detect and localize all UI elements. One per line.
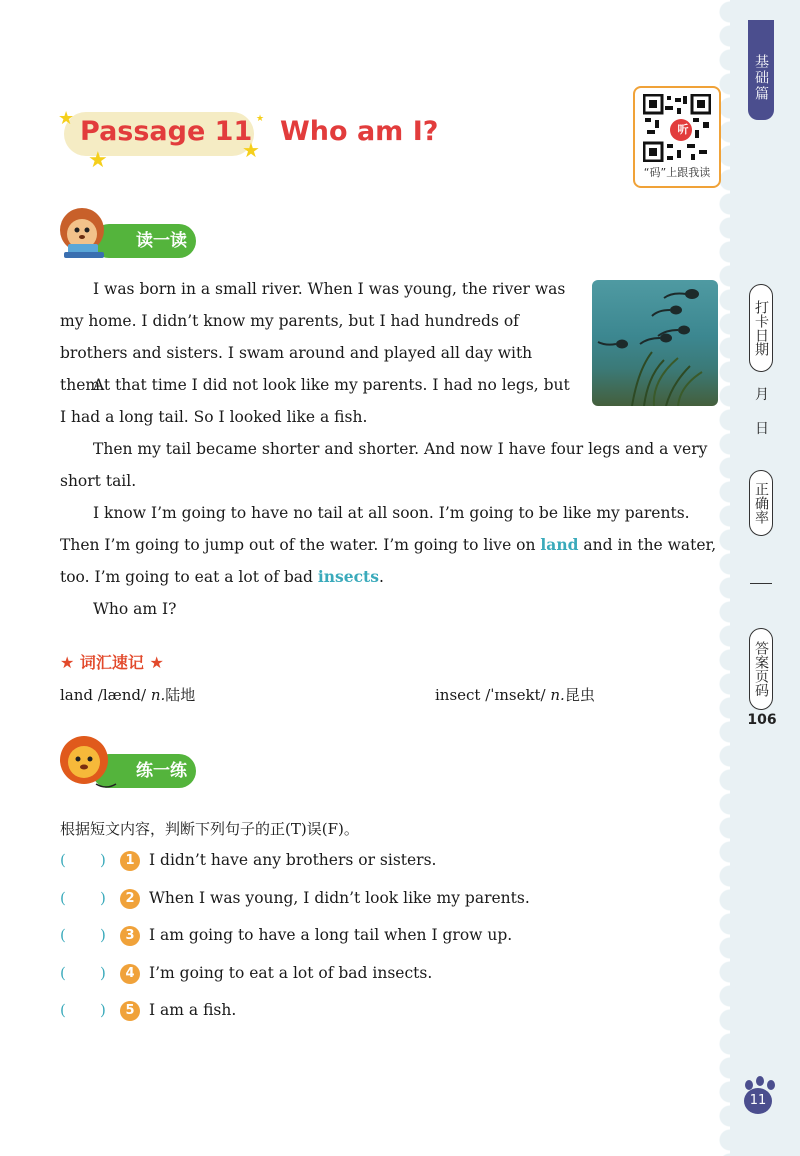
scallop-edge [718, 0, 742, 1156]
answer-paren-open[interactable]: ( [60, 889, 66, 907]
answer-page-label: 答案页码 [749, 628, 773, 710]
answer-paren-close[interactable]: ) [100, 964, 106, 982]
answer-paren-close[interactable]: ) [100, 926, 106, 944]
vocab-item-insect [435, 684, 595, 705]
listen-badge: 听 [677, 123, 689, 136]
answer-paren-open[interactable]: ( [60, 964, 66, 982]
star-icon: ★ [58, 108, 75, 129]
passage-text: . [378, 568, 384, 586]
qr-code-card[interactable] [633, 86, 721, 188]
vocab-meaning: 昆虫 [564, 686, 595, 704]
answer-paren-open[interactable]: ( [60, 1001, 66, 1019]
section-practice-header: 练一练 [92, 754, 196, 788]
tadpoles-illustration-icon [592, 280, 718, 406]
vocab-pos: n. [150, 686, 166, 704]
vocab-meaning: 陆地 [165, 686, 196, 704]
passage-paragraph-4 [60, 497, 720, 593]
answer-paren-open[interactable]: ( [60, 926, 66, 944]
accuracy-blank [750, 583, 772, 584]
hedgehog-reading-icon [52, 202, 114, 264]
question-text: I am going to have a long tail when I grow up. [149, 926, 513, 944]
question-number-badge: 3 [120, 926, 140, 946]
passage-text: and in the water, too. I’m going to eat a lot of bad [60, 536, 717, 586]
day-label: 日 [755, 421, 769, 437]
answer-paren-close[interactable]: ) [100, 851, 106, 869]
question-text: When I was young, I didn’t look like my parents. [149, 889, 530, 907]
question-text: I’m going to eat a lot of bad insects. [149, 964, 433, 982]
question-number-badge: 1 [120, 851, 140, 871]
question-text: I didn’t have any brothers or sisters. [149, 851, 437, 869]
passage-paragraph-5: Who am I? [93, 600, 177, 618]
question-number-badge: 2 [120, 889, 140, 909]
checkin-date-label: 打卡日期 [749, 284, 773, 372]
star-icon: ★ [256, 114, 265, 124]
month-label: 月 [755, 387, 769, 403]
question-number-badge: 4 [120, 964, 140, 984]
passage-paragraph-1: I was born in a small river. When I was young, the river was my home. I didn’t know my parents, but I had hundreds of brothers and sisters. I swam around and played all day with them. [60, 280, 566, 394]
vocab-word: insect /ˈɪnsekt/ [435, 686, 551, 704]
passage-number: Passage 11 [80, 116, 253, 147]
side-tab-basic[interactable]: 基础篇 [748, 20, 774, 120]
vocab-item-land [60, 684, 195, 705]
accuracy-label: 正确率 [749, 470, 773, 536]
passage-paragraph-2: At that time I did not look like my parents. I had no legs, but I had a long tail. So I looked like a fish. [60, 376, 570, 426]
passage-paragraph-3: Then my tail became shorter and shorter. And now I have four legs and a very short tail. [60, 440, 708, 490]
passage-text: I know I’m going to have no tail at all soon. I’m going to be like my parents. Then I’m going to jump out of the water. I’m going to live on [60, 504, 690, 554]
page-title: Who am I? [280, 116, 439, 147]
vocab-heading: ★ 词汇速记 ★ [60, 653, 164, 672]
page-number: 11 [744, 1088, 772, 1114]
question-number-badge: 5 [120, 1001, 140, 1021]
answer-paren-close[interactable]: ) [100, 1001, 106, 1019]
star-icon: ★ [88, 148, 108, 173]
answer-page-number: 106 [747, 712, 777, 728]
lion-icon [52, 730, 118, 796]
highlight-word-land: land [540, 535, 579, 554]
answer-paren-close[interactable]: ) [100, 889, 106, 907]
star-icon: ★ [242, 138, 260, 162]
exercise-instruction: 根据短文内容，判断下列句子的正(T)误(F)。 [60, 820, 359, 838]
vocab-pos: n. [550, 686, 565, 704]
answer-paren-open[interactable]: ( [60, 851, 66, 869]
highlight-word-insects: insects [317, 567, 379, 586]
qr-caption: “码”上跟我读 [643, 166, 711, 179]
question-text: I am a fish. [149, 1001, 237, 1019]
tadpoles-image [592, 280, 718, 406]
vocab-word: land /lænd/ [60, 686, 151, 704]
section-read-header: 读一读 [92, 224, 196, 258]
